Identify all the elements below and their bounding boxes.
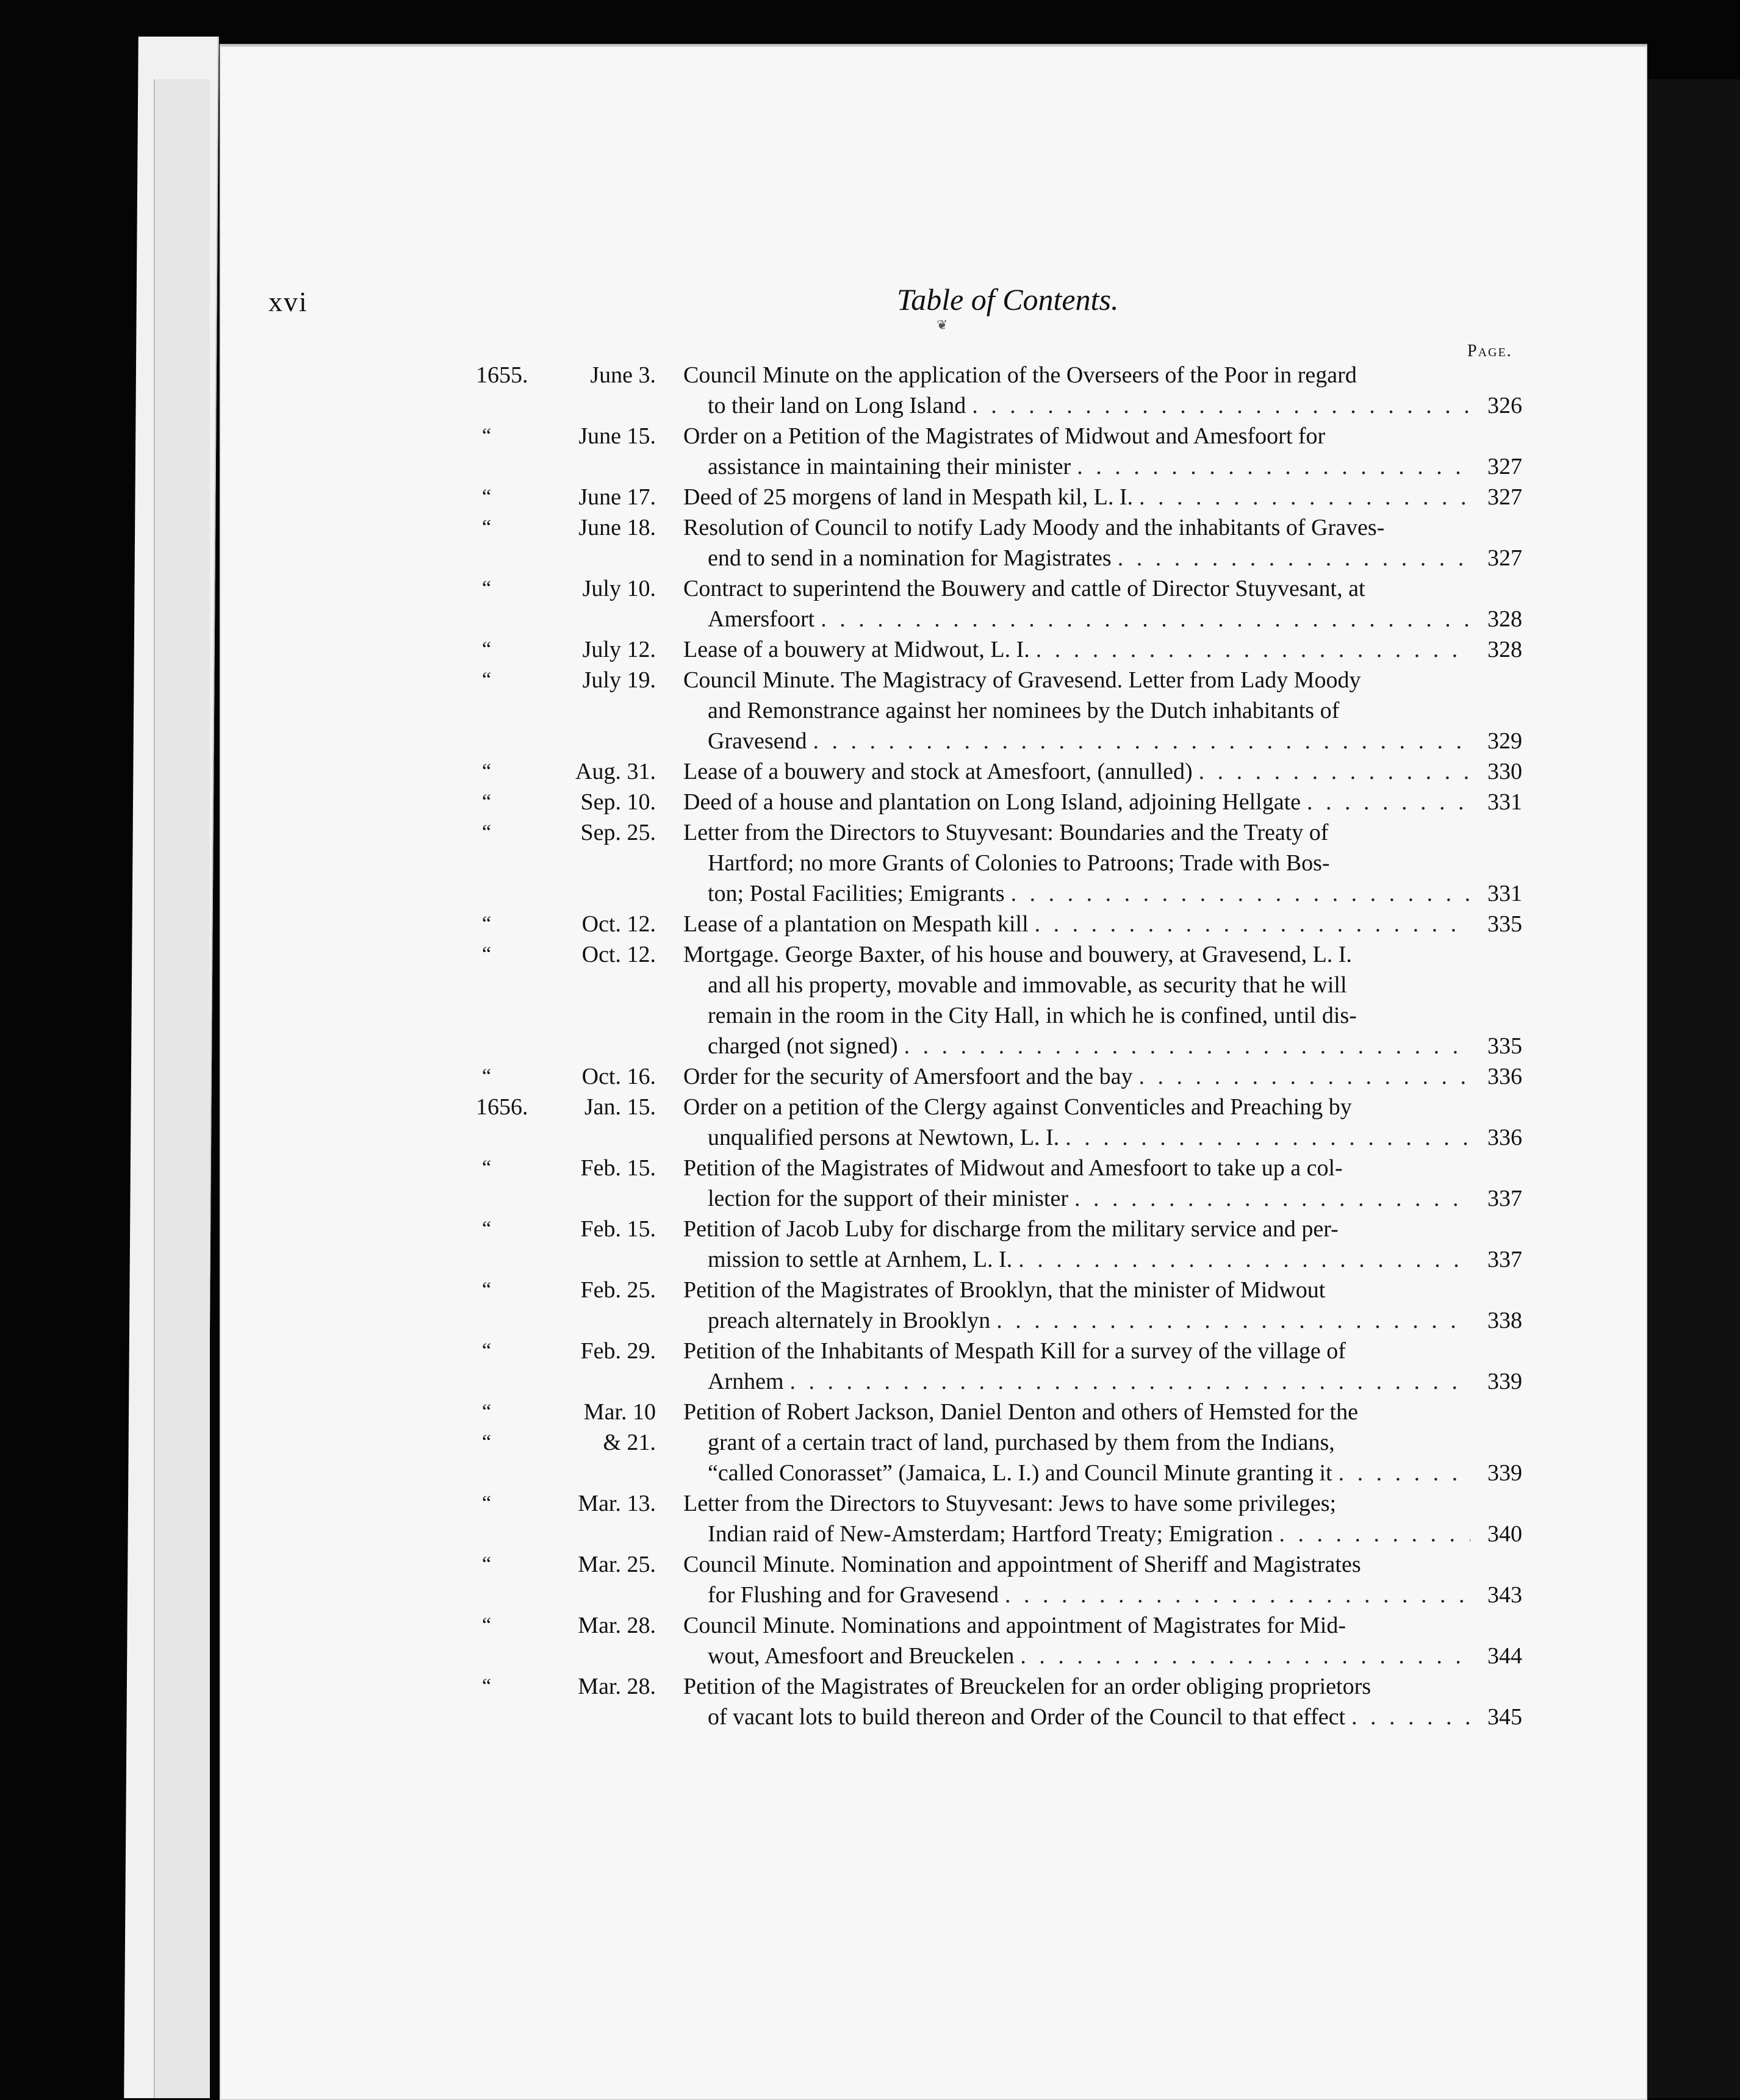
entry-line-text: Indian raid of New-Amsterdam; Hartford Treaty; Emigration (708, 1521, 1273, 1547)
entry-description (683, 421, 1476, 482)
entry-description (683, 1488, 1476, 1549)
entry-line (683, 1305, 1476, 1336)
entry-date: Mar. 28. (578, 1674, 656, 1699)
entry-line (683, 909, 1476, 939)
entry-date: Feb. 29. (580, 1338, 656, 1364)
entry-year: “ (482, 425, 492, 447)
entry-line-text: Deed of a house and plantation on Long Island, adjoining Hellgate (683, 789, 1301, 815)
entry-page-number: 327 (1487, 454, 1522, 479)
entry-line-text: Deed of 25 morgens of land in Mespath kil, L. I. (683, 484, 1133, 510)
entry-page-number: 329 (1487, 728, 1522, 754)
entry-line-text: Lease of a plantation on Mespath kill (683, 911, 1029, 937)
entry-line: Petition of the Magistrates of Brooklyn, that the minister of Midwout (683, 1277, 1326, 1303)
entry-page-number: 335 (1487, 911, 1522, 937)
entry-line: Council Minute. The Magistracy of Gravesend. Letter from Lady Moody (683, 667, 1361, 693)
entry-page-number: 339 (1487, 1460, 1522, 1486)
entry-year: “ (482, 1278, 492, 1301)
entry-date: Mar. 13. (578, 1491, 656, 1516)
entry-line: Resolution of Council to notify Lady Moody and the inhabitants of Graves- (683, 515, 1385, 540)
entry-page-number: 343 (1487, 1582, 1522, 1608)
entry-line (683, 787, 1476, 817)
dot-leader (1065, 1122, 1470, 1153)
entry-date: Oct. 16. (581, 1064, 656, 1089)
entry-date: June 15. (578, 423, 656, 449)
entry-description (683, 665, 1476, 756)
entry-page-number: 326 (1487, 393, 1522, 418)
entry-year: “ (482, 1065, 492, 1088)
dot-leader (996, 1305, 1470, 1336)
entry-line: Petition of the Inhabitants of Mespath Kill for a survey of the village of (683, 1338, 1346, 1364)
entry-page-number: 327 (1487, 484, 1522, 510)
dot-leader (1036, 634, 1470, 665)
entry-line: remain in the room in the City Hall, in which he is confined, until dis- (708, 1003, 1357, 1028)
entry-line (683, 1031, 1476, 1061)
entry-date: July 12. (582, 637, 656, 662)
entry-line-text: wout, Amesfoort and Breuckelen (708, 1643, 1015, 1669)
entry-year: “ (482, 1217, 492, 1240)
dot-leader (972, 390, 1470, 421)
page-column-heading: Page. (1467, 342, 1512, 360)
entry-page-number: 336 (1487, 1125, 1522, 1150)
entry-year: “ (482, 1431, 492, 1453)
dot-leader (1035, 909, 1470, 939)
entry-line: grant of a certain tract of land, purchased by them from the Indians, (708, 1430, 1335, 1455)
entry-line: Mortgage. George Baxter, of his house and bouwery, at Gravesend, L. I. (683, 942, 1352, 967)
entry-date: Sep. 10. (580, 789, 656, 815)
entry-year: “ (482, 638, 492, 661)
entry-line: Order on a petition of the Clergy against Conventicles and Preaching by (683, 1094, 1352, 1120)
entry-page-number: 340 (1487, 1521, 1522, 1547)
entry-line: Letter from the Directors to Stuyvesant: Boundaries and the Treaty of (683, 820, 1329, 845)
entry-date: Jan. 15. (584, 1094, 656, 1120)
entry-description (683, 817, 1476, 909)
dot-leader (1351, 1702, 1470, 1732)
entry-page-number: 328 (1487, 637, 1522, 662)
entry-year: “ (482, 668, 492, 691)
entry-description (683, 360, 1476, 421)
entry-line (683, 390, 1476, 421)
dot-leader (1307, 787, 1470, 817)
entry-date: & 21. (603, 1430, 656, 1455)
entry-year: “ (482, 1400, 492, 1423)
entry-year: “ (482, 486, 492, 508)
entry-year: “ (482, 1156, 492, 1179)
entry-line (683, 1366, 1476, 1397)
entry-line: Petition of Jacob Luby for discharge from the military service and per- (683, 1216, 1339, 1242)
entry-year: “ (482, 1492, 492, 1514)
entry-line (683, 634, 1476, 665)
entry-line: Council Minute. Nomination and appointment of Sheriff and Magistrates (683, 1552, 1361, 1577)
entry-description (683, 1275, 1476, 1336)
entry-description (683, 1153, 1476, 1214)
entry-line-text: assistance in maintaining their minister (708, 454, 1071, 479)
entry-line (683, 482, 1476, 512)
entry-date: Feb. 15. (580, 1155, 656, 1181)
entry-date: June 18. (578, 515, 656, 540)
entry-line-text: Order for the security of Amersfoort and the bay (683, 1064, 1133, 1089)
entry-line (683, 604, 1476, 634)
entry-date: Mar. 25. (578, 1552, 656, 1577)
entry-page-number: 327 (1487, 545, 1522, 571)
dot-leader (1077, 451, 1470, 482)
entry-page-number: 335 (1487, 1033, 1522, 1059)
entry-page-number: 339 (1487, 1369, 1522, 1394)
entry-line: Petition of the Magistrates of Breuckelen for an order obliging proprietors (683, 1674, 1372, 1699)
entry-description (683, 1549, 1476, 1610)
entry-page-number: 338 (1487, 1308, 1522, 1333)
entry-line: Petition of Robert Jackson, Daniel Denton and others of Hemsted for the (683, 1399, 1358, 1425)
entry-description (683, 1061, 1476, 1092)
entry-line: Letter from the Directors to Stuyvesant: Jews to have some privileges; (683, 1491, 1337, 1516)
entry-line-text: Lease of a bouwery and stock at Amesfoort, (annulled) (683, 759, 1193, 784)
entry-year: “ (482, 516, 492, 539)
entry-year: “ (482, 760, 492, 783)
entry-date: Feb. 25. (580, 1277, 656, 1303)
entry-line (683, 1458, 1476, 1488)
entry-description (683, 482, 1476, 512)
dot-leader (1074, 1183, 1470, 1214)
dot-leader (904, 1031, 1470, 1061)
entry-line (683, 1641, 1476, 1671)
entry-year: 1655. (476, 362, 528, 388)
entry-line: and Remonstrance against her nominees by the Dutch inhabitants of (708, 698, 1340, 723)
entry-description (683, 1397, 1476, 1488)
folio-number: xvi (268, 286, 308, 317)
entry-line-text: end to send in a nomination for Magistrates (708, 545, 1112, 571)
entry-date: July 10. (582, 576, 656, 601)
dot-leader (1339, 1458, 1470, 1488)
entry-year: 1656. (476, 1094, 528, 1120)
entry-year: “ (482, 1339, 492, 1362)
entry-date: June 3. (590, 362, 656, 388)
entry-line: Petition of the Magistrates of Midwout and Amesfoort to take up a col- (683, 1155, 1343, 1181)
dot-leader (1020, 1641, 1470, 1671)
entry-line (683, 1580, 1476, 1610)
entry-line-text: for Flushing and for Gravesend (708, 1582, 999, 1608)
entry-line-text: lection for the support of their minister (708, 1186, 1068, 1211)
entry-line (683, 756, 1476, 787)
entry-line (683, 726, 1476, 756)
entry-line-text: “called Conorasset” (Jamaica, L. I.) and Council Minute granting it (708, 1460, 1332, 1486)
entry-line: and all his property, movable and immovable, as security that he will (708, 972, 1347, 998)
dot-leader (1018, 1244, 1470, 1275)
entry-line: Hartford; no more Grants of Colonies to Patroons; Trade with Bos- (708, 850, 1330, 876)
entry-description (683, 1092, 1476, 1153)
entry-description (683, 909, 1476, 939)
entry-year: “ (482, 1675, 492, 1697)
entry-description (683, 756, 1476, 787)
page-title: Table of Contents. (897, 282, 1119, 317)
entry-year: “ (482, 790, 492, 813)
entry-line (683, 1061, 1476, 1092)
entry-line (683, 1122, 1476, 1153)
entry-line (683, 878, 1476, 909)
entry-line-text: to their land on Long Island (708, 393, 966, 418)
dot-leader (1199, 756, 1470, 787)
entry-line: Council Minute on the application of the Overseers of the Poor in regard (683, 362, 1357, 388)
entry-page-number: 330 (1487, 759, 1522, 784)
entry-line: Order on a Petition of the Magistrates of Midwout and Amesfoort for (683, 423, 1326, 449)
dot-leader (1139, 1061, 1470, 1092)
entry-line (683, 451, 1476, 482)
dot-leader (813, 726, 1470, 756)
entry-description (683, 787, 1476, 817)
entry-date: July 19. (582, 667, 656, 693)
entry-line: Council Minute. Nominations and appointment of Magistrates for Mid- (683, 1613, 1346, 1638)
entry-line-text: Lease of a bouwery at Midwout, L. I. (683, 637, 1030, 662)
entry-year: “ (482, 577, 492, 600)
entry-description (683, 1610, 1476, 1671)
entry-description (683, 1336, 1476, 1397)
entry-line (683, 1702, 1476, 1732)
entry-description (683, 512, 1476, 573)
dot-leader (1139, 482, 1470, 512)
entry-date: June 17. (578, 484, 656, 510)
entry-line-text: mission to settle at Arnhem, L. I. (708, 1247, 1013, 1272)
entry-line-text: Gravesend (708, 728, 807, 754)
dot-leader (1279, 1519, 1470, 1549)
entry-date: Feb. 15. (580, 1216, 656, 1242)
entry-page-number: 328 (1487, 606, 1522, 632)
dot-leader (1005, 1580, 1470, 1610)
entry-line-text: unqualified persons at Newtown, L. I. (708, 1125, 1060, 1150)
entry-date: Aug. 31. (575, 759, 656, 784)
entry-line-text: ton; Postal Facilities; Emigrants (708, 881, 1005, 906)
entry-line (683, 1244, 1476, 1275)
entry-date: Oct. 12. (581, 942, 656, 967)
dot-leader (821, 604, 1470, 634)
entry-line-text: charged (not signed) (708, 1033, 898, 1059)
entry-date: Mar. 28. (578, 1613, 656, 1638)
dot-leader (1011, 878, 1470, 909)
entry-page-number: 337 (1487, 1247, 1522, 1272)
entry-line-text: of vacant lots to build thereon and Order of the Council to that effect (708, 1704, 1346, 1730)
entry-page-number: 344 (1487, 1643, 1522, 1669)
entry-page-number: 331 (1487, 789, 1522, 815)
entry-page-number: 336 (1487, 1064, 1522, 1089)
entry-page-number: 337 (1487, 1186, 1522, 1211)
entry-line (683, 1183, 1476, 1214)
entry-line: Contract to superintend the Bouwery and cattle of Director Stuyvesant, at (683, 576, 1365, 601)
entry-line (683, 543, 1476, 573)
entry-year: “ (482, 1614, 492, 1636)
entry-year: “ (482, 943, 492, 966)
entry-line-text: Arnhem (708, 1369, 784, 1394)
dot-leader (1118, 543, 1470, 573)
entry-year: “ (482, 1553, 492, 1575)
entry-description (683, 1671, 1476, 1732)
entry-page-number: 331 (1487, 881, 1522, 906)
entry-year: “ (482, 821, 492, 844)
entry-page-number: 345 (1487, 1704, 1522, 1730)
entry-date: Sep. 25. (580, 820, 656, 845)
entry-date: Oct. 12. (581, 911, 656, 937)
entry-description (683, 939, 1476, 1061)
entry-description (683, 1214, 1476, 1275)
entry-description (683, 573, 1476, 634)
entry-date: Mar. 10 (583, 1399, 656, 1425)
ornament-icon: ❦ (937, 317, 948, 332)
dot-leader (790, 1366, 1470, 1397)
entry-line-text: preach alternately in Brooklyn (708, 1308, 991, 1333)
entry-description (683, 634, 1476, 665)
entry-line-text: Amersfoort (708, 606, 815, 632)
entry-line (683, 1519, 1476, 1549)
entry-year: “ (482, 912, 492, 935)
